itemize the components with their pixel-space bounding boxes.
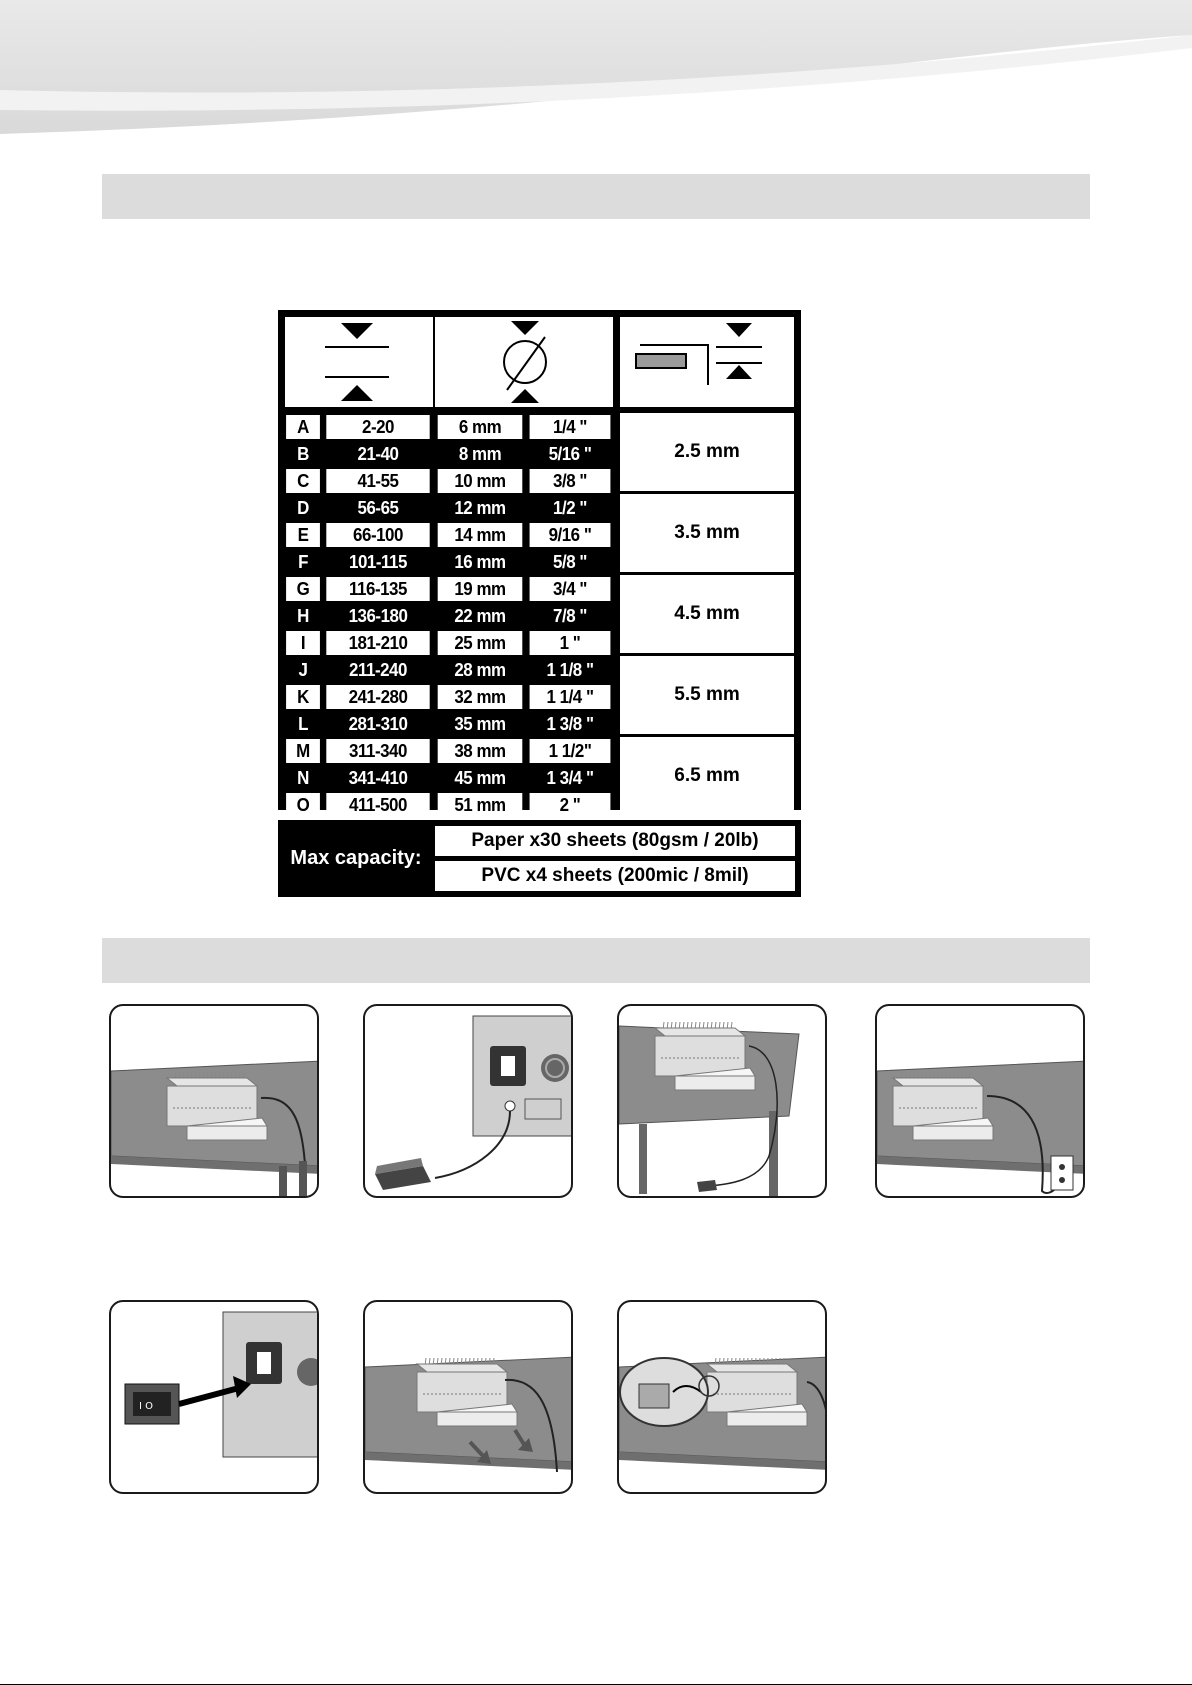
cell-letter: D — [286, 496, 320, 520]
cell-mm: 10 mm — [438, 469, 523, 493]
max-capacity-box — [278, 820, 801, 897]
max-capacity-label: Max capacity: — [290, 847, 422, 869]
pitch-group-cell: 6.5 mm — [620, 737, 794, 815]
section-header-bar — [102, 174, 1090, 219]
cell-letter: B — [286, 442, 320, 466]
sheet-thickness-icon — [285, 317, 433, 407]
pitch-group-cell: 2.5 mm — [620, 413, 794, 491]
cell-sheets: 181-210 — [326, 631, 429, 655]
comb-diameter-icon — [435, 317, 613, 407]
capacity-paper: Paper x30 sheets (80gsm / 20lb) — [435, 826, 795, 856]
cell-sheets: 311-340 — [326, 739, 429, 763]
cell-letter: O — [286, 793, 320, 817]
spec-table — [278, 310, 801, 815]
cell-mm: 14 mm — [438, 523, 523, 547]
cell-inch: 1/4 " — [530, 415, 611, 439]
pitch-group-cell: 4.5 mm — [620, 575, 794, 653]
cell-inch: 3/8 " — [530, 469, 611, 493]
cell-inch: 1 " — [530, 631, 611, 655]
cell-sheets: 136-180 — [326, 604, 429, 628]
cell-letter: F — [286, 550, 320, 574]
cell-sheets: 341-410 — [326, 766, 429, 790]
cell-sheets: 116-135 — [326, 577, 429, 601]
cell-inch: 1 1/4 " — [530, 685, 611, 709]
svg-text:I O: I O — [139, 1401, 153, 1412]
cell-inch: 1 1/8 " — [530, 658, 611, 682]
cell-inch: 3/4 " — [530, 577, 611, 601]
cell-sheets: 21-40 — [326, 442, 429, 466]
cell-mm: 28 mm — [438, 658, 523, 682]
cell-letter: C — [286, 469, 320, 493]
pitch-group-cell: 5.5 mm — [620, 656, 794, 734]
cell-mm: 16 mm — [438, 550, 523, 574]
cell-sheets: 66-100 — [326, 523, 429, 547]
cell-mm: 32 mm — [438, 685, 523, 709]
cell-letter: A — [286, 415, 320, 439]
cell-sheets: 56-65 — [326, 496, 429, 520]
cell-letter: I — [286, 631, 320, 655]
step-5-panel — [109, 1300, 319, 1494]
cell-letter: J — [286, 658, 320, 682]
cell-mm: 38 mm — [438, 739, 523, 763]
step-1-panel — [109, 1004, 319, 1198]
cell-inch: 2 " — [530, 793, 611, 817]
step-3-panel — [617, 1004, 827, 1198]
cell-mm: 25 mm — [438, 631, 523, 655]
cell-inch: 5/16 " — [530, 442, 611, 466]
step-7-panel — [617, 1300, 827, 1494]
header-wave — [0, 0, 1192, 140]
cell-mm: 45 mm — [438, 766, 523, 790]
capacity-pvc: PVC x4 sheets (200mic / 8mil) — [435, 861, 795, 891]
cell-letter: K — [286, 685, 320, 709]
cell-mm: 51 mm — [438, 793, 523, 817]
pitch-group-cell: 3.5 mm — [620, 494, 794, 572]
cell-letter: G — [286, 577, 320, 601]
cell-letter: L — [286, 712, 320, 736]
section-header-bar-2 — [102, 938, 1090, 983]
cell-sheets: 41-55 — [326, 469, 429, 493]
cell-sheets: 101-115 — [326, 550, 429, 574]
cell-sheets: 241-280 — [326, 685, 429, 709]
cell-sheets: 2-20 — [326, 415, 429, 439]
step-2-panel — [363, 1004, 573, 1198]
hole-pitch-icon — [620, 317, 794, 407]
cell-inch: 1 3/4 " — [530, 766, 611, 790]
cell-inch: 1 1/2" — [530, 739, 611, 763]
cell-letter: E — [286, 523, 320, 547]
cell-mm: 35 mm — [438, 712, 523, 736]
cell-mm: 22 mm — [438, 604, 523, 628]
cell-sheets: 411-500 — [326, 793, 429, 817]
cell-mm: 19 mm — [438, 577, 523, 601]
cell-sheets: 211-240 — [326, 658, 429, 682]
cell-letter: N — [286, 766, 320, 790]
step-6-panel — [363, 1300, 573, 1494]
cell-letter: M — [286, 739, 320, 763]
cell-mm: 8 mm — [438, 442, 523, 466]
cell-inch: 5/8 " — [530, 550, 611, 574]
cell-inch: 1 3/8 " — [530, 712, 611, 736]
cell-inch: 1/2 " — [530, 496, 611, 520]
cell-mm: 6 mm — [438, 415, 523, 439]
cell-mm: 12 mm — [438, 496, 523, 520]
step-4-panel — [875, 1004, 1085, 1198]
cell-inch: 7/8 " — [530, 604, 611, 628]
cell-inch: 9/16 " — [530, 523, 611, 547]
cell-sheets: 281-310 — [326, 712, 429, 736]
cell-letter: H — [286, 604, 320, 628]
